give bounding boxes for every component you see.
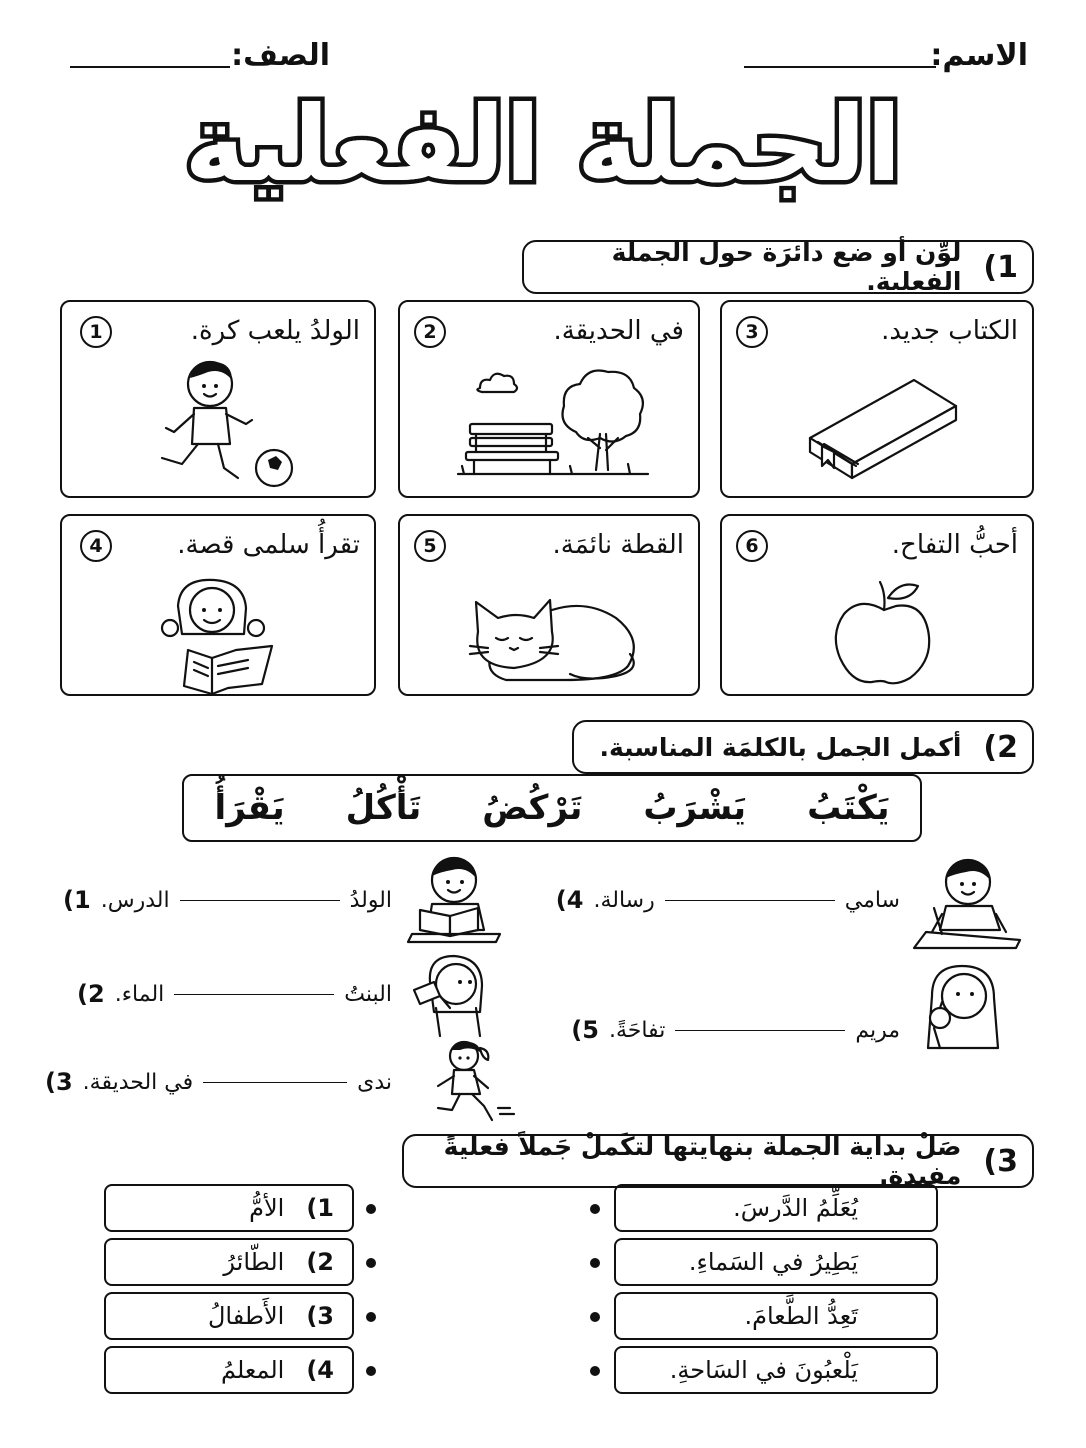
card-number: 4 — [80, 530, 112, 562]
match-beginning-item[interactable] — [104, 1184, 354, 1232]
class-label: الصف: — [231, 38, 330, 73]
sentence-number: 4) — [555, 886, 584, 914]
match-beginning-item[interactable] — [104, 1346, 354, 1394]
card-sentence: الولدُ يلعب كرة. — [190, 316, 360, 346]
sentence-start: الولدُ — [349, 887, 392, 913]
match-dot-left[interactable] — [366, 1366, 376, 1376]
sentence-start: البنتُ — [344, 981, 392, 1007]
sentence-start: سامي — [844, 887, 900, 913]
word-bank-item[interactable]: تَرْكُضُ — [482, 788, 583, 828]
answer-line[interactable] — [665, 900, 835, 901]
section1-number: 1) — [983, 249, 1018, 285]
card-number: 3 — [736, 316, 768, 348]
answer-line[interactable] — [180, 900, 340, 901]
match-ending-item[interactable]: يَطِيرُ في السَماءِ. — [614, 1238, 938, 1286]
match-dot-right[interactable] — [590, 1312, 600, 1322]
name-field[interactable] — [744, 66, 936, 68]
sentence-number: 5) — [571, 1016, 599, 1044]
sentence-start: مريم — [855, 1017, 900, 1043]
card-sentence: أحبُّ التفاح. — [891, 530, 1018, 560]
section2-header — [572, 720, 1034, 774]
card-5[interactable] — [398, 514, 700, 696]
match-ending-item[interactable]: يُعَلِّمُ الدَّرسَ. — [614, 1184, 938, 1232]
item-number: 2) — [306, 1248, 334, 1276]
sentence-start: ندى — [357, 1069, 392, 1095]
word-bank — [182, 774, 922, 842]
park-bench-tree-icon — [458, 362, 648, 492]
section1-instruction: لوِّن أو ضع دائرَة حول الجملة الفعلية. — [611, 238, 962, 296]
item-text: الأَطفالُ — [207, 1302, 285, 1330]
answer-line[interactable] — [203, 1082, 347, 1083]
fill-sentence-5 — [571, 1016, 900, 1044]
card-sentence: تقرأُ سلمى قصة. — [177, 530, 360, 560]
item-number: 3) — [306, 1302, 334, 1330]
girl-reading-icon — [158, 576, 288, 696]
item-text: الطّائرُ — [223, 1248, 285, 1276]
apple-icon — [830, 576, 940, 688]
sentence-end: الماء. — [114, 981, 165, 1007]
match-dot-left[interactable] — [366, 1258, 376, 1268]
answer-line[interactable] — [174, 994, 334, 995]
match-ending-item[interactable]: يَلْعبُونَ في السَاحةِ. — [614, 1346, 938, 1394]
match-dot-right[interactable] — [590, 1204, 600, 1214]
girl-eating-apple-icon — [918, 962, 1008, 1054]
item-text: الأمُّ — [249, 1194, 285, 1222]
card-number: 5 — [414, 530, 446, 562]
section2-number: 2) — [983, 729, 1018, 765]
match-dot-left[interactable] — [366, 1204, 376, 1214]
section3-header — [402, 1134, 1034, 1188]
sleeping-cat-icon — [466, 588, 646, 688]
sentence-number: 2) — [77, 980, 105, 1008]
sentence-number: 1) — [63, 886, 91, 914]
card-3[interactable] — [720, 300, 1034, 498]
card-number: 1 — [80, 316, 112, 348]
sentence-end: رسالة. — [593, 887, 655, 913]
item-number: 4) — [306, 1356, 334, 1384]
sentence-number: 3) — [44, 1068, 73, 1096]
fill-sentence-3 — [45, 1068, 392, 1096]
fill-sentence-2 — [77, 980, 392, 1008]
sentence-end: في الحديقة. — [82, 1069, 194, 1095]
card-sentence: القطة نائمَة. — [552, 530, 684, 560]
boy-writing-icon — [912, 852, 1022, 952]
card-sentence: في الحديقة. — [553, 316, 684, 346]
match-beginning-item[interactable] — [104, 1238, 354, 1286]
match-dot-right[interactable] — [590, 1366, 600, 1376]
class-field[interactable] — [70, 66, 230, 68]
match-ending-item[interactable]: تَعِدُّ الطَّعامَ. — [614, 1292, 938, 1340]
boy-playing-football-icon — [152, 352, 302, 492]
fill-sentence-4 — [556, 886, 900, 914]
match-dot-right[interactable] — [590, 1258, 600, 1268]
match-beginning-item[interactable] — [104, 1292, 354, 1340]
boy-reading-icon — [404, 850, 500, 946]
book-icon — [804, 372, 964, 482]
section2-instruction: أكمل الجمل بالكلمَة المناسبة. — [599, 732, 962, 762]
name-label: الاسم: — [930, 38, 1028, 73]
girl-drinking-icon — [410, 952, 490, 1038]
word-bank-item[interactable]: يَكْتَبُ — [807, 788, 890, 828]
card-sentence: الكتاب جديد. — [881, 316, 1018, 346]
item-number: 1) — [306, 1194, 334, 1222]
sentence-end: تفاحَةً. — [608, 1017, 666, 1043]
match-endings — [614, 1184, 938, 1394]
word-bank-item[interactable]: يَشْرَبُ — [643, 788, 747, 828]
section1-header — [522, 240, 1034, 294]
answer-line[interactable] — [675, 1030, 845, 1031]
girl-running-icon — [430, 1036, 520, 1126]
item-text: المعلمُ — [220, 1356, 285, 1384]
card-6[interactable] — [720, 514, 1034, 696]
sentence-end: الدرس. — [100, 887, 170, 913]
word-bank-item[interactable]: تَأْكُلُ — [345, 788, 422, 828]
card-2[interactable] — [398, 300, 700, 498]
card-1[interactable] — [60, 300, 376, 498]
match-beginnings — [104, 1184, 354, 1394]
page-title: الجملة الفعلية — [184, 83, 902, 205]
match-dot-left[interactable] — [366, 1312, 376, 1322]
section3-instruction: صَلْ بداية الجملة بنهايتها لتكَملْ جَملاً فعليةً مفيدة. — [443, 1132, 962, 1190]
section3-number: 3) — [983, 1143, 1018, 1179]
fill-sentence-1 — [63, 886, 392, 914]
card-number: 2 — [414, 316, 446, 348]
card-4[interactable] — [60, 514, 376, 696]
card-number: 6 — [736, 530, 768, 562]
word-bank-item[interactable]: يَقْرَأُ — [214, 788, 285, 828]
